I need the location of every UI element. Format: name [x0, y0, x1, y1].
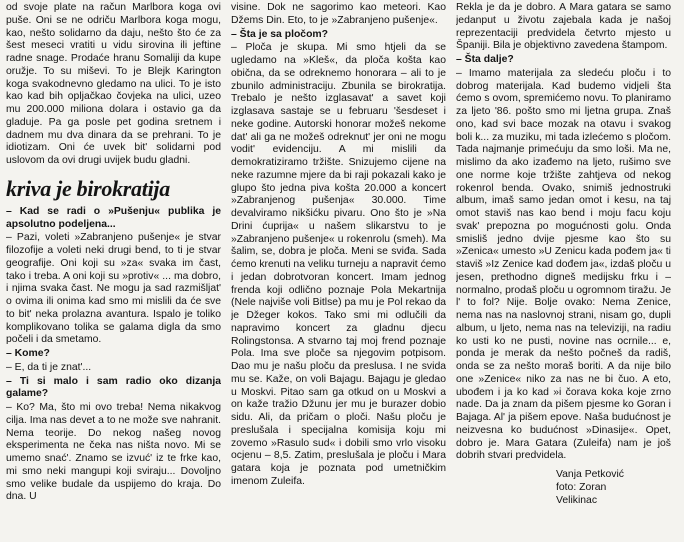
- interview-question: – Šta dalje?: [456, 54, 514, 65]
- credits: [456, 469, 671, 507]
- paragraph: – Ko? Ma, što mi ovo treba! Nema nikakvog cilja. Ima nas devet a to ne može sve nahranit. Nema teorije. Do nekog našeg novog eksperimenta ne čeka nas ništa novo. Mi se umemo snać'. Znamo se izvuć' iz te frke kao, mi smo neki mangupi koji sviraju... Dovoljno smo velike budale da uspijemo do kraja. Do dna. U: [6, 402, 221, 503]
- column-1: [6, 2, 221, 542]
- interview-question: – Šta je sa pločom?: [231, 28, 329, 40]
- author-credit: Vanja Petković: [556, 469, 624, 480]
- interview-question: – Ti si malo i sam radio oko dizanja galame?: [6, 375, 221, 400]
- paragraph: visine. Dok ne sagorimo kao meteori. Kao Džems Din. Eto, to je »Zabranjeno pušenje«.: [231, 2, 446, 26]
- interview-question: – Kad se radi o »Pušenju« publika je apsolutno podeljena...: [6, 205, 221, 230]
- column-3: [456, 2, 671, 542]
- paragraph: – Ploča je skupa. Mi smo htjeli da se ugledamo na »Kleš«, da ploča košta kao obična, da se odreknemo honorara – ali to je zbunilo administraciju. Zbunila se birokratija. Trebalo je nešto izglasavat' a savet koji izglasava sastaje se u februaru 'šesdeset i neke godine. Autorski honorar možeš nekome dat' ali ga ne možeš odreknut' jer oni ne mogu vodit' evidenciju. A mi mislili da demokratiziramo tržište. Snizujemo cijene na neke razumne mjere da bi raji pokazali kako je glupo što jedna piva košta 20.000 a koncert »Zabranjenog pušenja« 30.000. Time devalviramo nikšićku pivaru. Ono što je »Na Drini ćuprija« u našem slikarstvu to je »Zabranjeno pušenje« u rokenrolu (smeh). Ma šalim, se, dobra je ploča. Meni se sviđa. Sada ćemo krenuti na veliku turneju a napravit ćemo i jedan dobrotvoran koncert. Imam jednog frenda koji odlično poznaje Pola Mekartnija (Nele najviše voli Bitlse) pa mu je Pol rekao da je Džeger kokos. Tako smi mi odlučili da napravimo koncert za gladnu djecu Rolingstonsa. A stvarno taj moj frend poznaje Pola. Ima sve ploče sa njegovim potpisom. Dao mu je našu ploču da preslusa. I ne svida mu se. Kaže, on voli Bajagu. Bajagu je gledao u Moskvi. Pitao sam ga otkud on u Moskvi a on kaže tražio Džunu jer mu je burazer dobio sidu. Ali, da pričam o ploči. Našu ploču je preslušala i specijalna komisija koju mi zovemo »Rasulo sud« i dobili smo vrlo visoku ocjenu – 8,5. Zatim, preslušala je ploču i Mara gatara koja je poznata pod umetničkim imenom Zuleifa.: [231, 42, 446, 487]
- paragraph: od svoje plate na račun Marlbora koga ovi puše. Oni se ne odriču Marlbora koga mogu, kao, nešto solidarno da daju, nešto što će za šest meseci vratiti u vidu sirovina ili jeftine radne snage. Prodaće hranu Somaliji da kupe oružje. To su miševi. To je Blejk Karington koga svakodnevno gledamo na ulici. To je isto kao kad bih opljačkao čovjeka na ulici, uzeo mu 200.000 miliona dolara i ostavio ga da gladuje. Pa ga posle pet godina sretnem i dadnem mu dva dinara da se prehrani. To je idiotizam. Oni će uvek bit' solidarni pod uslovom da ovi drugi uvijek budu gladni.: [6, 2, 221, 166]
- paragraph: – E, da ti je znat'...: [6, 361, 92, 373]
- column-3-text: [456, 2, 671, 463]
- section-title: kriva je birokratija: [6, 175, 170, 201]
- interview-question: – Kome?: [6, 348, 50, 359]
- photo-credit: foto: Zoran Velikinac: [556, 481, 607, 506]
- paragraph: – Pazi, voleti »Zabranjeno pušenje« je stvar filozofije a voleti neki drugi bend, to ti je stvar geografije. Oni koji su »za« svaka im čast, tako i treba. A oni koji su »protiv« ... ma dobro, i njima svaka čast. Ne mogu ja sad razmišljat' o ovima ili onima kad smo mi mislili da će sve to bit' neka prolazna avantura. Ispalo je toliko komplikovano tolika se galama digla da smo počeli i da smetamo.: [6, 232, 221, 346]
- paragraph: Rekla je da je dobro. A Mara gatara se samo jedanput u životu zajebala kada je našoj reprezentaciji predvidela četvrto mjesto u Španiji. Bila je objektivno zavedena štampom.: [456, 2, 671, 52]
- paragraph: – Imamo materijala za sledeću ploču i to dobrog materijala. Kad budemo vidjeli šta ćemo s ovom, spremićemo novu. To planiramo za ljeto '86. pošto smo mi ljetna grupa. Znaš ono, kad svi bace mozak na otavu i svakog boli k... za muziku, mi tada izlećemo s pločom. Tada najmanje primećuju da smo loši. Ma ne, mislimo da ako izađemo na ljeto, rušimo sve one norme koje tržište zahtjeva od nekog rokenrol benda. Ovako, snimiš jednostruki album, imaš samo jedan omot i kesu, na taj omot staviš nas kao bend i moju facu koju svak' prepozna po mogućnosti golu. Onda smisliš jedno dvije pjesme kao što su »Zenica« umesto »U Zenicu kada pođem ja« ti staviš »Iz Zenice kad dođem ja«, izdaš ploču u jesen, prethodno digneš medijsku frku i – normalno, prodaš ploču u ogromnom tiražu. Je l' to fol? Nije. Bolje ovako: Nema Zenice, nema nas na naslovnoj strani, nisam go, dupli album, u ljeto, nema nas na televiziji, na radiu ko usti ko ne pusti, novine nas ocrnile... e, ponda je merak da nešto počneš da radiš, onda se za nešto moraš boriti. A da nije bilo one »Zenice« niko za nas ne bi čuo. A eto, ubođem i ja ko kad »i čorava koka koje zrno nade. Da ja znam da pišem pjesme ko Goran i Bajaga. Al' ja pišem epove. Naša budućnost je neizvesna ko budućnost »Dinasije«. Opet, dobro je. Mara Gatara (Zuleifa) nam je još dobrih stvari predvidela.: [456, 67, 671, 462]
- column-2: [231, 2, 446, 542]
